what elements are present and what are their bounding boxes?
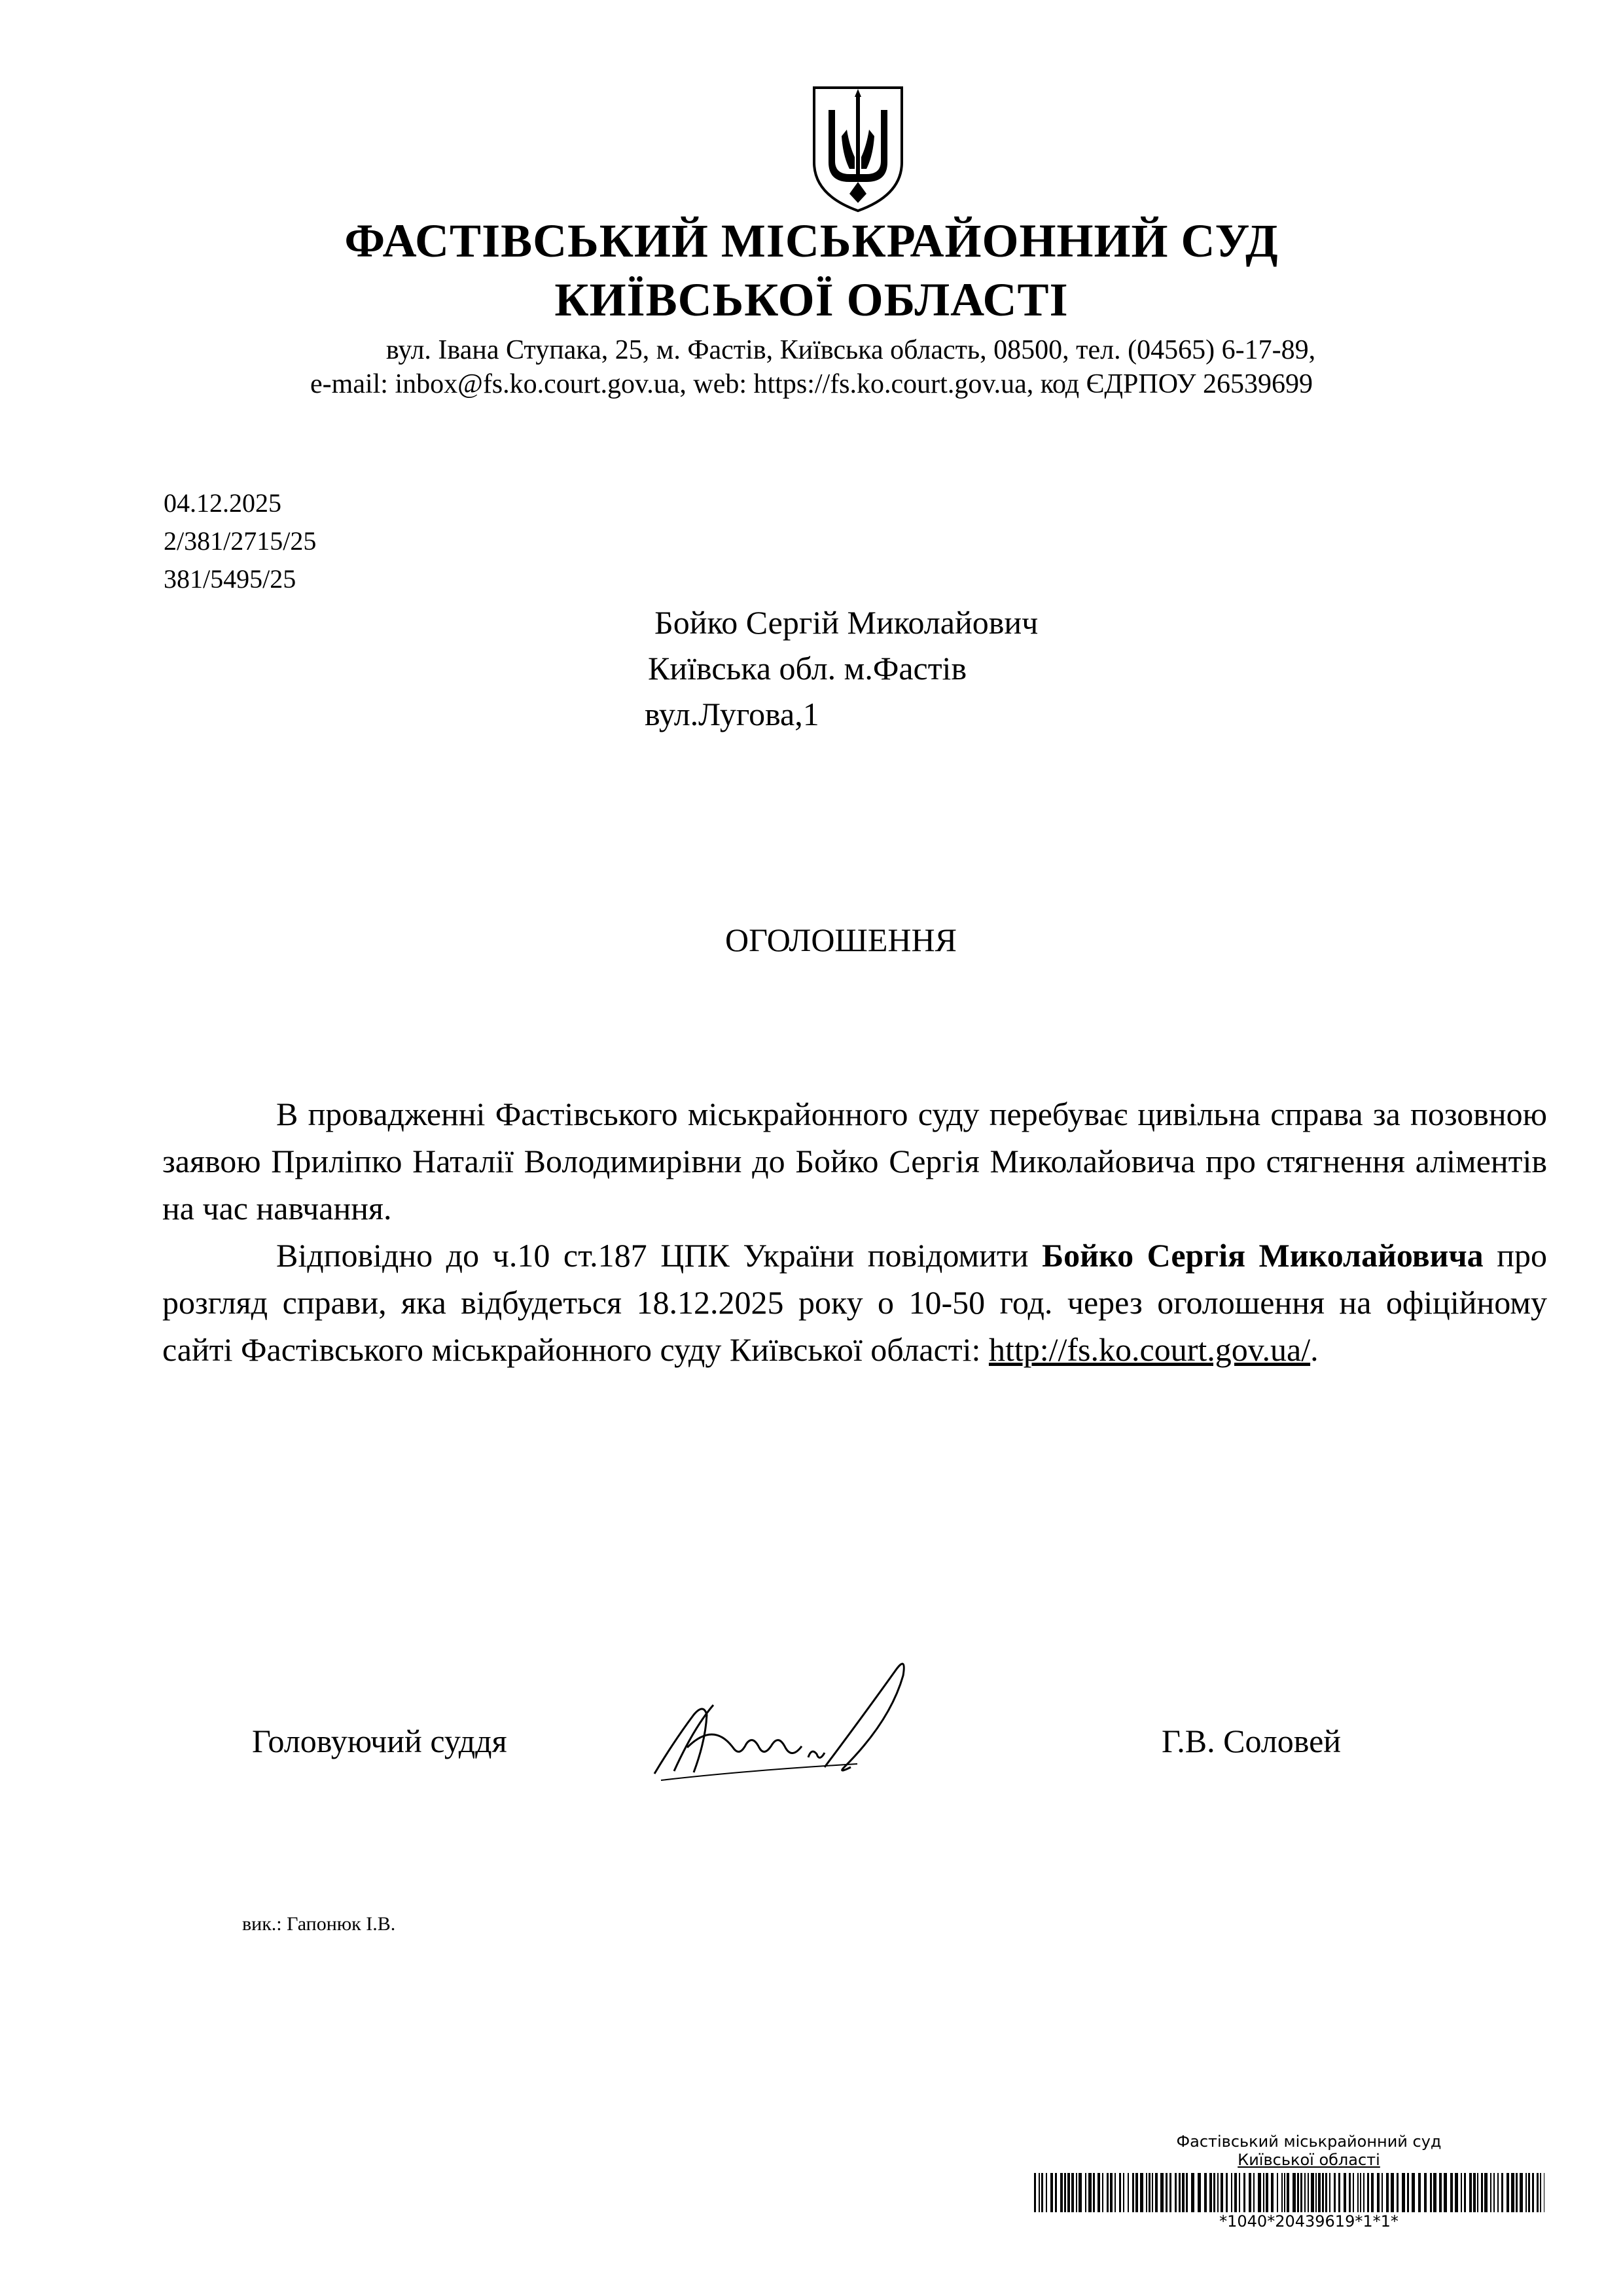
paragraph2-text-end: . — [1310, 1331, 1319, 1368]
court-name-line2: КИЇВСЬКОЇ ОБЛАСТІ — [554, 274, 1069, 326]
judge-role: Головуючий суддя — [252, 1723, 507, 1759]
paragraph2-text-middle: про розгляд справи, яка відбудеться 18.12.2025 року о 10-50 год. через оголошення на офіційному сайті Фастівського міськрайонного суду Київської області: — [162, 1237, 1547, 1368]
court-website-link[interactable]: http://fs.ko.court.gov.ua/ — [988, 1331, 1311, 1368]
paragraph2-text-start: Відповідно до ч.10 ст.187 ЦПК України повідомити — [276, 1237, 1043, 1274]
case-number: 2/381/2715/25 — [164, 526, 317, 556]
barcode-icon — [1034, 2173, 1544, 2212]
executor-note: вик.: Гапонюк І.В. — [242, 1913, 396, 1935]
judge-name: Г.В. Соловей — [1162, 1723, 1342, 1759]
recipient-name: Бойко Сергій Миколайович — [654, 604, 1039, 641]
barcode-label-line1: Фастівський міськрайонний суд — [1176, 2132, 1442, 2151]
recipient-region: Київська обл. м.Фастів — [648, 650, 967, 687]
court-name-line1: ФАСТІВСЬКИЙ МІСЬКРАЙОННИЙ СУД — [344, 215, 1279, 267]
handwritten-signature — [648, 1643, 936, 1787]
recipient-street: вул.Лугова,1 — [645, 696, 819, 732]
barcode-number: *1040*20439619*1*1* — [1219, 2212, 1399, 2231]
court-address-line1: вул. Івана Ступака, 25, м. Фастів, Київська область, 08500, тел. (04565) 6-17-89, — [385, 335, 1316, 365]
announcement-body — [162, 1090, 1547, 1373]
trident-coat-of-arms-icon — [809, 84, 907, 215]
announcement-paragraph-1: В провадженні Фастівського міськрайонного суду перебуває цивільна справа за позовною заявою Приліпко Наталії Володимирівни до Бойко Сергія Миколайовича про стягнення аліментів на час навчання. — [162, 1096, 1547, 1227]
proceeding-number: 381/5495/25 — [164, 564, 296, 594]
announcement-paragraph-2 — [162, 1232, 1547, 1373]
announcement-title: ОГОЛОШЕННЯ — [725, 922, 957, 958]
court-contacts-line2: e-mail: inbox@fs.ko.court.gov.ua, web: https://fs.ko.court.gov.ua, код ЄДРПОУ 26539699 — [310, 369, 1313, 399]
defendant-name-bold: Бойко Сергія Миколайовича — [1042, 1237, 1484, 1274]
document-date: 04.12.2025 — [164, 488, 281, 518]
barcode-label-line2: Київської області — [1238, 2151, 1380, 2169]
